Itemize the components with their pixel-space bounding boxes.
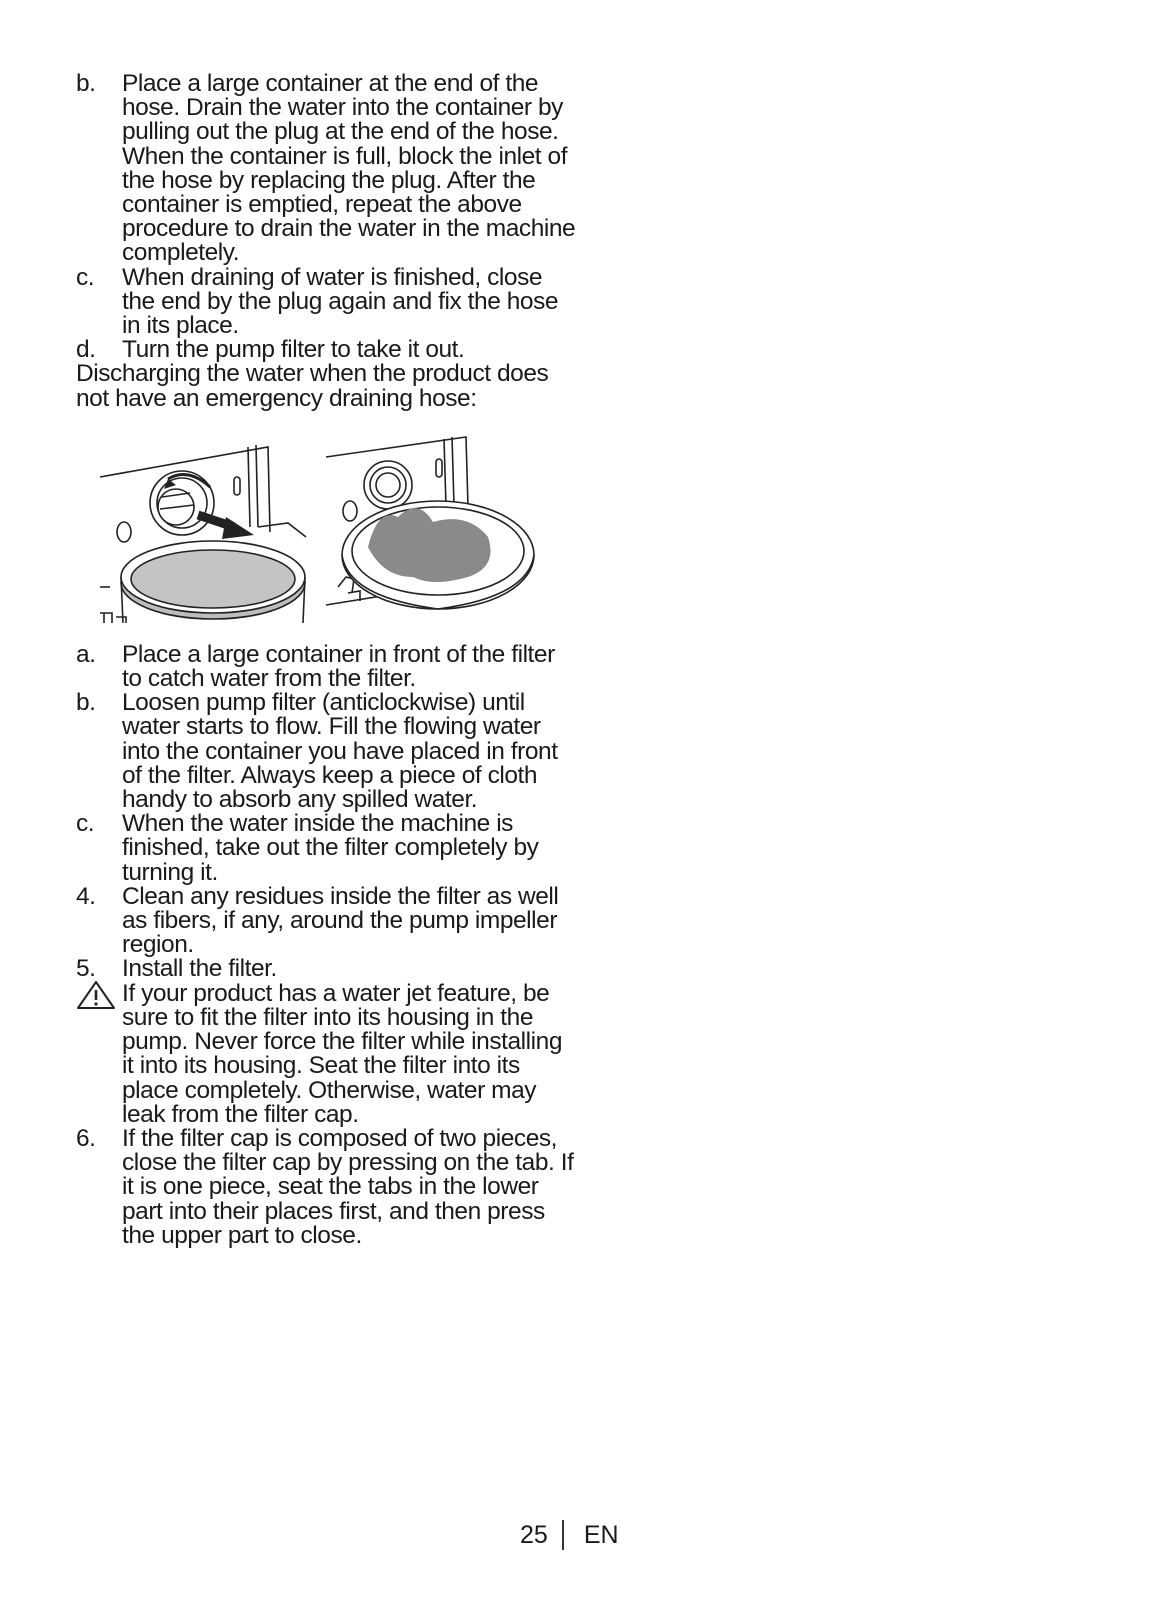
step-c-top — [76, 263, 576, 340]
step-marker: d. — [76, 336, 96, 364]
step-marker: 4. — [76, 882, 96, 910]
step-marker: c. — [76, 810, 95, 838]
step-text: Turn the pump filter to take it out. — [122, 336, 465, 364]
footer-divider — [562, 1520, 564, 1550]
language-code: EN — [583, 1521, 619, 1549]
step-a-bottom — [76, 640, 576, 693]
content-column — [76, 72, 576, 1248]
step-text: If the filter cap is composed of two pieces, close the filter cap by pressing on the tab. If it is one piece, seat the tabs in the lower part into their places first, and then press the upper part to close. — [122, 1124, 574, 1249]
warning-text: If your product has a water jet feature, be sure to fit the filter into its housing in the pump. Never force the filter while installing it into its housing. Seat the filter into its place completely. Otherwise, water may leak from the filter cap. — [122, 979, 563, 1128]
drain-illustration-svg — [98, 427, 558, 627]
step-text: Clean any residues inside the filter as well as fibers, if any, around the pump impeller region. — [122, 882, 559, 959]
left-panel — [100, 445, 306, 623]
step-text: Place a large container at the end of the hose. Drain the water into the container by pulling out the plug at the end of the hose. When the container is full, block the inlet of the hose by replacing the plug. After the container is emptied, repeat the above procedure to drain the water in the machine completely. — [122, 70, 576, 267]
step-b-bottom — [76, 691, 576, 812]
step-text: Install the filter. — [122, 955, 277, 983]
warning-note — [76, 979, 576, 1128]
step-6 — [76, 1124, 576, 1249]
step-b-top — [76, 72, 576, 266]
step-text: Place a large container in front of the filter to catch water from the filter. — [122, 640, 555, 693]
step-text: Loosen pump filter (anticlockwise) until water starts to flow. Fill the flowing water into the container you have placed in front of the filter. Always keep a piece of cloth handy to absorb any spilled water. — [122, 689, 558, 814]
section-intro: Discharging the water when the product does not have an emergency draining hose: — [76, 360, 549, 412]
step-marker: b. — [76, 689, 96, 717]
step-5 — [76, 957, 576, 981]
step-marker: 5. — [76, 955, 96, 983]
step-marker: c. — [76, 263, 95, 291]
page-number: 25 — [520, 1521, 548, 1549]
step-text: When the water inside the machine is finished, take out the filter completely by turning it. — [122, 810, 539, 886]
step-marker: 6. — [76, 1124, 96, 1152]
warning-triangle-icon — [76, 982, 122, 1006]
step-4 — [76, 882, 576, 959]
step-d-top — [76, 338, 576, 362]
page-footer — [520, 1520, 619, 1550]
step-c-bottom — [76, 812, 576, 885]
step-marker: b. — [76, 70, 96, 97]
step-marker: a. — [76, 640, 96, 668]
drain-illustration — [98, 427, 558, 627]
step-text: When draining of water is finished, close the end by the plug again and fix the hose in its place. — [122, 263, 559, 340]
